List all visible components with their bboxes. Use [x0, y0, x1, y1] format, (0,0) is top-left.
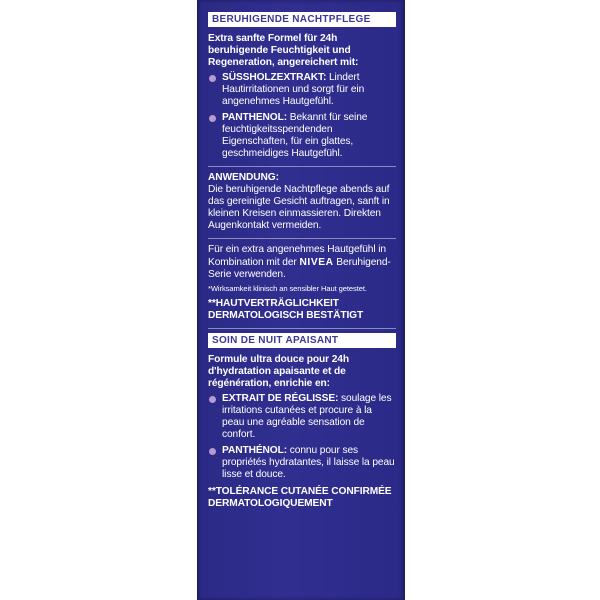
german-bullet-licorice-text: Lindert Hautirritationen und sorgt für ein angenehmes Hautgefühl.: [222, 72, 365, 108]
divider: [208, 238, 396, 239]
german-footnote-efficacy: *Wirksamkeit klinisch an sensibler Haut getestet.: [208, 283, 367, 293]
german-combo-text-1: Für ein extra angenehmes Hautgefühl in Kombination mit der: [208, 244, 386, 268]
german-bullet-panthenol-text: Bekannt für seine feuchtigkeitsspendenden Eigenschaften, für ein glattes, geschmeidiges Hautgefühl.: [222, 111, 368, 159]
french-bullet-panthenol-text: connu pour ses propriétés hydratantes, il laisse la peau lisse et douce.: [222, 444, 395, 480]
nivea-brand: NIVEA: [299, 256, 334, 268]
german-usage-title: ANWENDUNG:: [208, 171, 279, 183]
german-bullet-licorice: [208, 72, 396, 108]
french-bullet-licorice-title: EXTRAIT DE RÉGLISSE:: [222, 393, 339, 405]
french-bullet-licorice: [208, 393, 396, 441]
german-bullet-licorice-title: SÜSSHOLZEXTRAKT:: [222, 72, 327, 84]
bullet-dot-icon: [209, 448, 216, 455]
bullet-dot-icon: [209, 115, 216, 122]
french-heading: SOIN DE NUIT APAISANT: [208, 333, 396, 348]
german-bullet-panthenol: [208, 112, 396, 160]
french-bullet-panthenol-title: PANTHÉNOL:: [222, 444, 288, 456]
divider: [208, 328, 396, 329]
german-heading: BERUHIGENDE NACHTPFLEGE: [208, 12, 396, 27]
bullet-dot-icon: [209, 75, 216, 82]
german-combo-text-2: Beruhigend-Serie verwenden.: [208, 256, 391, 280]
german-footnote-tolerance: **HAUTVERTRÄGLICHKEIT DERMATOLOGISCH BESTÄTIGT: [208, 297, 364, 321]
box-left-edge: [197, 0, 199, 600]
french-bullet-panthenol: [208, 445, 396, 481]
german-usage-text: Die beruhigende Nachtpflege abends auf das gereinigte Gesicht auftragen, sanft in kleinen Kreisen einmassieren. Direkten Augenkontakt vermeiden.: [208, 184, 390, 232]
bullet-dot-icon: [209, 396, 216, 403]
french-footnote-tolerance: **TOLÉRANCE CUTANÉE CONFIRMÉE DERMATOLOGIQUEMENT: [208, 485, 392, 509]
label-text-area: [208, 12, 396, 513]
french-intro: Formule ultra douce pour 24h d'hydratation apaisante et de régénération, enrichie en:: [208, 353, 349, 390]
divider: [208, 166, 396, 167]
german-combo-text: [208, 244, 396, 280]
german-bullet-panthenol-title: PANTHENOL:: [222, 111, 288, 123]
german-intro: Extra sanfte Formel für 24h beruhigende Feuchtigkeit und Regeneration, angereichert mit:: [208, 33, 359, 69]
box-right-edge: [403, 0, 405, 600]
french-bullet-licorice-text: soulage les irritations cutanées et procure à la peau une agréable sensation de confort.: [222, 393, 392, 441]
